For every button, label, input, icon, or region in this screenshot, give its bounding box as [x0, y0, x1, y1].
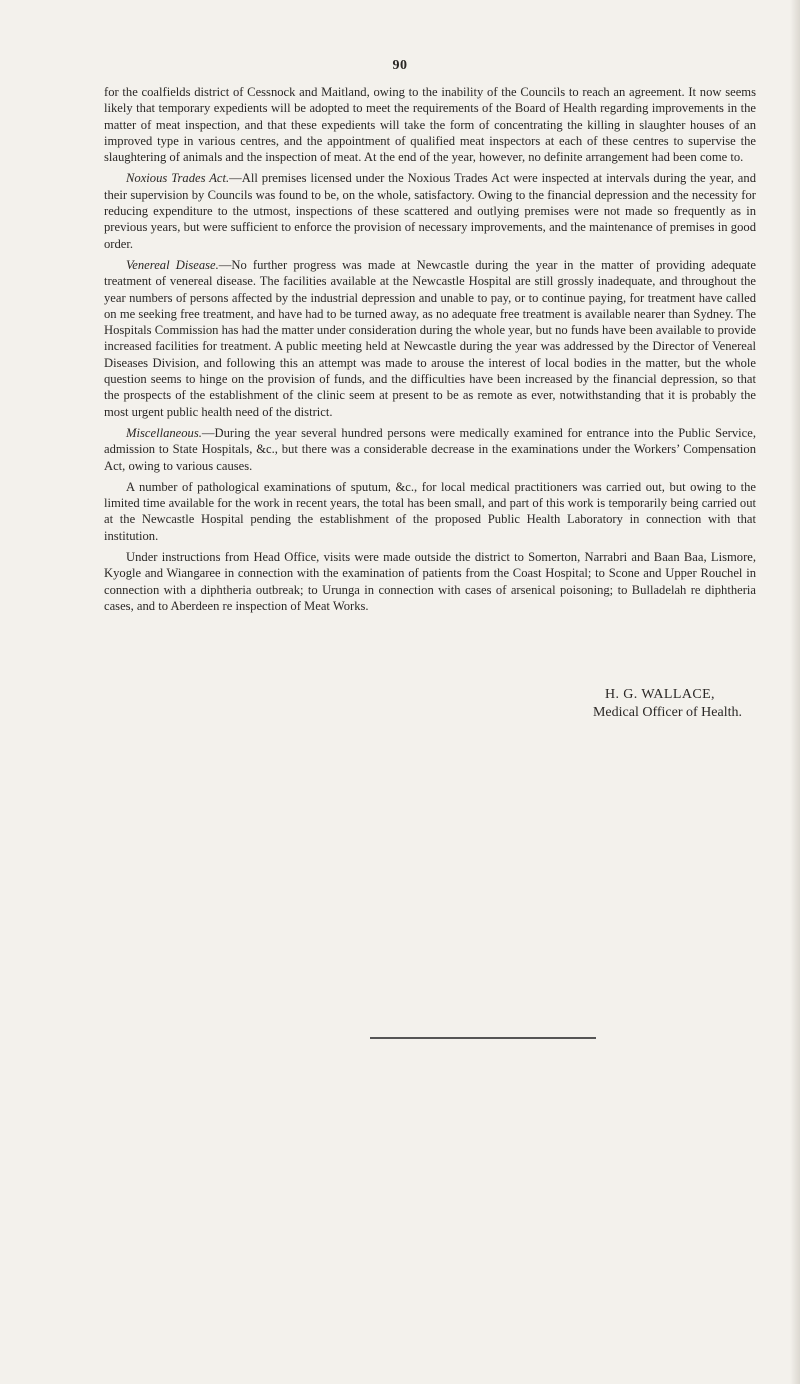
paragraph-text: A number of pathological examinations of sputum, &c., for local medical practitioners was carried out, but owing to the limited time available for the work in recent years, the total has been small, and part of this work is temporarily being carried out at the Newcastle Hospital pending the establishment of the proposed Public Health Laboratory in connection with that institution. [104, 479, 756, 543]
paragraph-text: for the coalfields district of Cessnock and Maitland, owing to the inability of the Councils to reach an agreement. It now seems likely that temporary expedients will be adopted to meet the requirements of the Board of Health regarding improvements in the matter of meat inspection, and that these expedients will take the form of concentrating the killing in slaughter houses of an improved type in various centres, and the appointment of qualified meat inspectors at each of these centres to supervise the slaughtering of animals and the inspection of meat. At the end of the year, however, no definite arrangement had been come to. [104, 85, 756, 165]
page-edge-shadow [790, 0, 800, 1384]
document-body [104, 84, 756, 619]
paragraph-text: —All premises licensed under the Noxious Trades Act were inspected at intervals during the year, and their supervision by Councils was found to be, on the whole, satisfactory. Owing to the financial depression and the necessity for reducing expenditure to the utmost, inspections of these scattered and outlying premises were not made so frequently as in previous years, but were sufficient to enforce the provision of necessary improvements, and the maintenance of premises in good order. [104, 171, 756, 251]
paragraph-venereal-disease [104, 257, 756, 420]
paragraph-text: Under instructions from Head Office, visits were made outside the district to Somerton, Narrabri and Baan Baa, Lismore, Kyogle and Wiangaree in connection with the examination of patients from the Coast Hospital; to Scone and Upper Rouchel in connection with a diphtheria outbreak; to Urunga in connection with cases of arsenical poisoning; to Bulladelah re diphtheria cases, and to Aberdeen re inspection of Meat Works. [104, 550, 756, 613]
section-heading-miscellaneous: Miscellaneous. [126, 425, 202, 440]
paragraph-visits [104, 549, 756, 614]
section-heading-venereal-disease: Venereal Disease. [126, 257, 219, 272]
paragraph-miscellaneous [104, 425, 756, 474]
paragraph-text: —No further progress was made at Newcastle during the year in the matter of providing adequate treatment of venereal disease. The facilities available at the Newcastle Hospital are still grossly inadequate, and throughout the year numbers of persons affected by the industrial depression and unable to pay, or to continue paying, for treatment have called on me seeking free treatment, and have had to be turned away, as no adequate free treatment is available nearer than Sydney. The Hospitals Commission has had the matter under consideration during the whole year, but no funds have been available to provide increased facilities for treatment. A public meeting held at Newcastle during the year was addressed by the Director of Venereal Diseases Division, and following this an attempt was made to arouse the interest of local bodies in the matter, but the whole question seems to hinge on the provision of funds, and the difficulties have been increased by the financial depression, so that the prospects of the establishment of the clinic seem at present to be as remote as ever, notwithstanding that it is probably the most urgent public health need of the district. [104, 257, 756, 419]
paragraph-noxious-trades [104, 170, 756, 251]
signature-name: H. G. WALLACE, [604, 687, 715, 702]
paragraph-pathological [104, 479, 756, 544]
page-number: 90 [392, 58, 408, 73]
paragraph-text: —During the year several hundred persons were medically examined for entrance into the Public Service, admission to State Hospitals, &c., but there was a considerable decrease in the examinations under the Workers’ Compensation Act, owing to various causes. [104, 425, 756, 473]
paragraph-coalfields [104, 84, 756, 165]
section-heading-noxious-trades: Noxious Trades Act. [126, 171, 230, 186]
signature-title: Medical Officer of Health. [592, 705, 742, 720]
signature-block [593, 686, 742, 722]
horizontal-divider [370, 1037, 596, 1039]
